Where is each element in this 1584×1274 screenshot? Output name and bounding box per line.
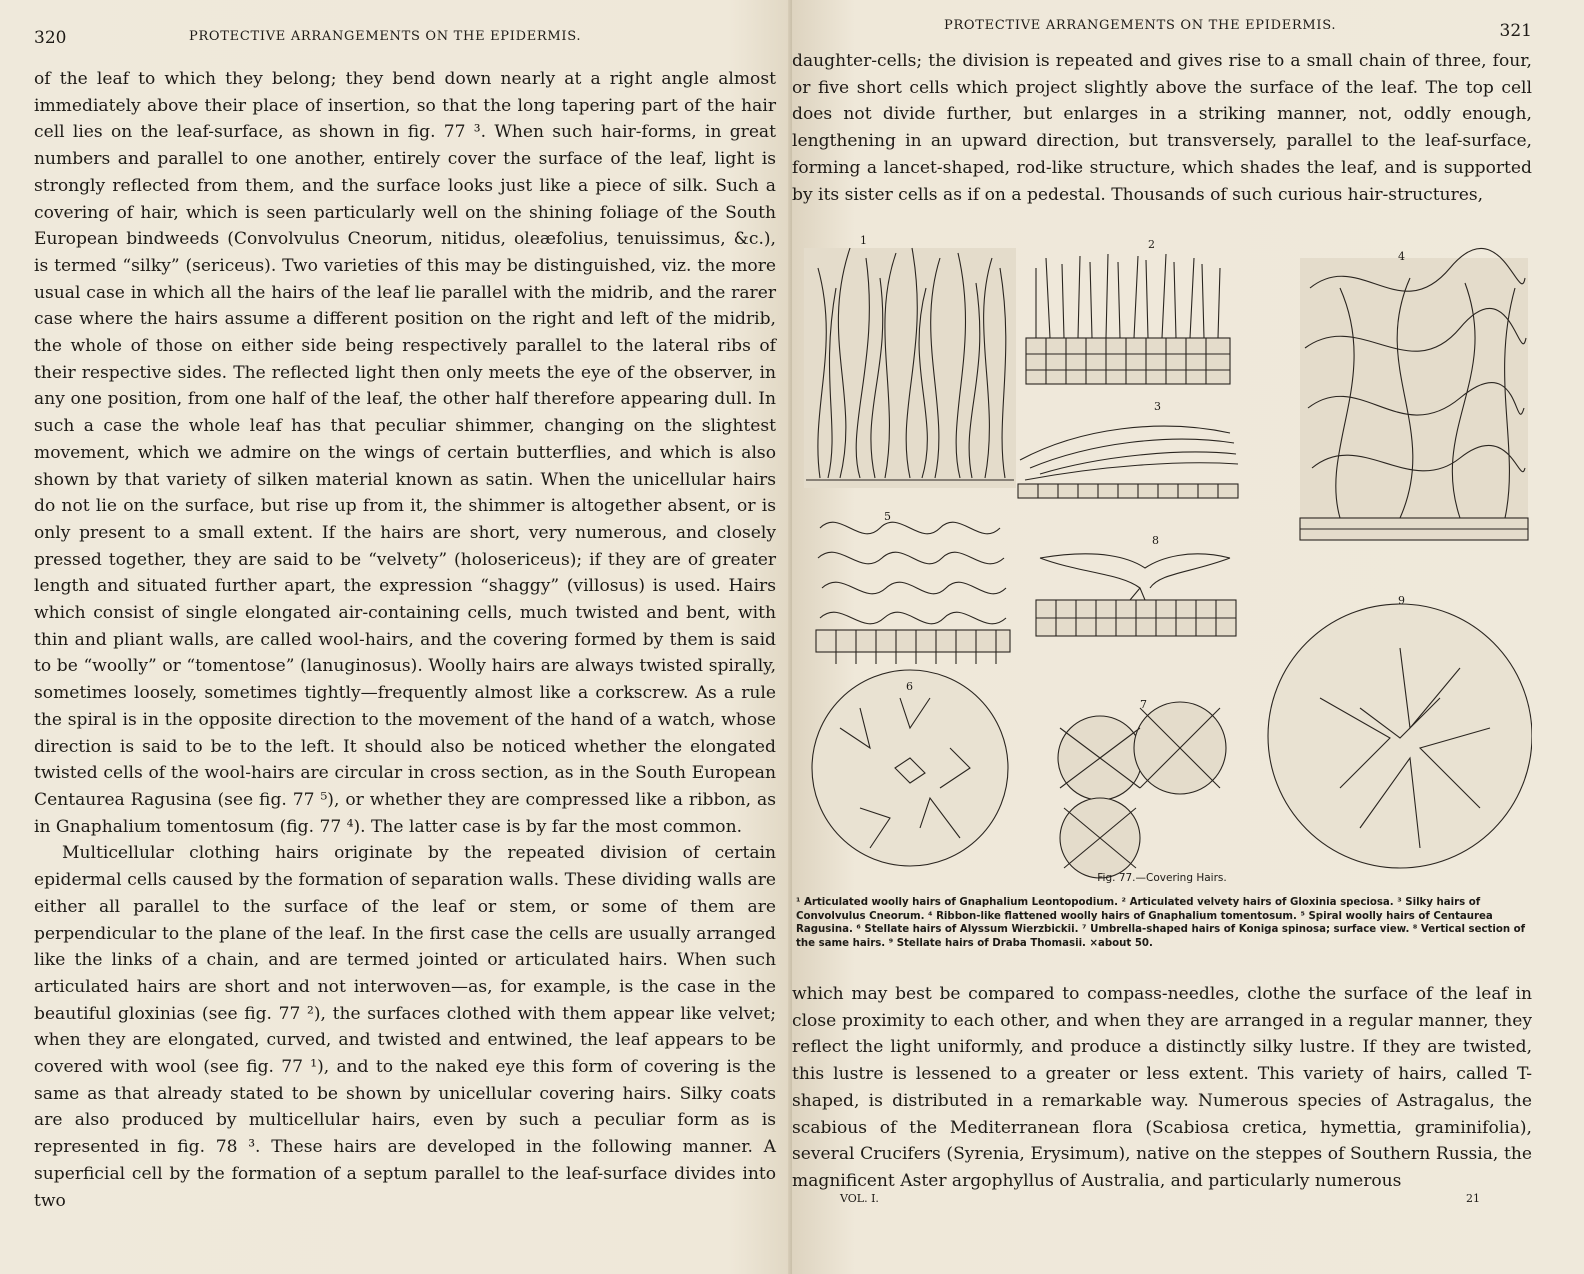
left-body-text: [34, 66, 776, 1214]
figure-6-stellate-hairs: [812, 670, 1008, 866]
figure-2-velvety-hairs: [1026, 254, 1230, 384]
figure-label-5: 5: [884, 510, 891, 523]
figure-label-7: 7: [1140, 698, 1147, 711]
figure-1-woolly-hairs: [804, 248, 1016, 488]
figure-77-covering-hairs: [800, 228, 1532, 892]
left-paragraph-2: [34, 840, 776, 1214]
figure-label-3: 3: [1154, 400, 1161, 413]
figure-label-6: 6: [906, 680, 913, 693]
figure-title: Fig. 77.—Covering Hairs.: [1097, 872, 1227, 884]
figure-8-umbrella-section: [1036, 554, 1236, 636]
right-body-text-bottom: [792, 981, 1532, 1195]
hair-illustrations: [800, 228, 1532, 892]
figure-3-silky-hairs: [1018, 426, 1238, 498]
left-paragraph-1: of the leaf to which they belong; they bend down nearly at a right angle almost immediately above their place of insertion, so that the long tapering part of the hair cell lies on the leaf-surface, as shown in fig. 77 ³. When such hair-forms, in great numbers and parallel to one another, entirely cover the surface of the leaf, light is strongly reflected from them, and the surface looks just like a piece of silk. Such a covering of hair, which is seen particularly well on the shining foliage of the South European bindweeds (Convolvulus Cneorum, nitidus, oleæfolius, tenuissimus, &c.), is termed “silky” (sericeus). Two varieties of this may be distinguished, viz. the more usual case in which all the hairs of the leaf lie parallel with the midrib, and the rarer case where the hairs assume a different position on the right and left of the midrib, the whole of those on either side being respectively parallel to the lateral ribs of their respective sides. The reflected light then only meets the eye of the observer, in any one position, from one half of the leaf, the other half therefore appearing dull. In such a case the whole leaf has that peculiar shimmer, changing on the slightest movement, which we admire on the wings of certain butterflies, and which is also shown by that variety of silken material known as satin. When the unicellular hairs do not lie on the surface, but rise up from it, the shimmer is altogether absent, or is only present to a small extent. If the hairs are short, very numerous, and closely pressed together, they are said to be “velvety” (holosericeus); if they are of greater length and situated further apart, the expression “shaggy” (villosus) is used. Hairs which consist of single elongated air-containing cells, much twisted and bent, with thin and pliant walls, are called wool-hairs, and the covering formed by them is said to be “woolly” or “tomentose” (lanuginosus). Woolly hairs are always twisted spirally, sometimes loosely, sometimes tightly—frequently almost like a corkscrew. As a rule the spiral is in the opposite direction to the movement of the hand of a watch, whose direction is said to be to the left. It should also be noticed whether the elongated twisted cells of the wool-hairs are circular in cross section, as in the South European Centaurea Ragusina (see fig. 77 ⁵), or whether they are compressed like a ribbon, as in Gnaphalium tomentosum (fig. 77 ⁴). The latter case is by far the most common.: [34, 69, 776, 837]
page-footer: [840, 1192, 1480, 1205]
right-paragraph-top: daughter-cells; the division is repeated and gives rise to a small chain of three, four, or five short cells which project slightly above the surface of the leaf. The top cell does not divide further, but enlarges in a striking manner, not, oddly enough, lengthening in an upward direction, but transversely, parallel to the leaf-surface, forming a lancet-shaped, rod-like structure, which shades the leaf, and is supported by its sister cells as if on a pedestal. Thousands of such curious hair-structures,: [792, 51, 1532, 205]
left-paragraph-2-text: Multicellular clothing hairs originate by the repeated division of certain epidermal cells caused by the formation of separation walls. These dividing walls are either all parallel to the surface of the leaf or stem, or some of them are perpendicular to the plane of the leaf. In the first case the cells are usually arranged like the links of a chain, and are termed jointed or articulated hairs. When such articulated hairs are short and not interwoven—as, for example, is the case in the beautiful gloxinias (see fig. 77 ²), the surfaces clothed with them appear like velvet; when they are elongated, curved, and twisted and entwined, the leaf appears to be covered with wool (see fig. 77 ¹), and to the naked eye this form of covering is the same as that already stated to be shown by unicellular covering hairs. Silky coats are also produced by multicellular hairs, even by such a peculiar form as is represented in fig. 78 ³. These hairs are developed in the following manner. A superficial cell by the formation of a septum parallel to the leaf-surface divides into two: [34, 843, 776, 1211]
figure-caption: ¹ Articulated woolly hairs of Gnaphalium Leontopodium. ² Articulated velvety hairs of Gloxinia speciosa. ³ Silky hairs of Convolvulus Cneorum. ⁴ Ribbon-like flattened woolly hairs of Gnaphalium tomentosum. ⁵ Spiral woolly hairs of Centaurea Ragusina. ⁶ Stellate hairs of Alyssum Wierzbickii. ⁷ Umbrella-shaped hairs of Koniga spinosa; surface view. ⁸ Vertical section of the same hairs. ⁹ Stellate hairs of Draba Thomasii. ×about 50.: [796, 897, 1526, 949]
right-page: [792, 0, 1584, 1274]
left-running-title: PROTECTIVE ARRANGEMENTS ON THE EPIDERMIS.: [189, 29, 582, 44]
volume-mark: VOL. I.: [840, 1192, 879, 1205]
figure-label-9: 9: [1398, 594, 1405, 607]
left-page-number: 320: [34, 28, 67, 48]
figure-label-8: 8: [1152, 534, 1159, 547]
figure-4-ribbon-hairs: [1300, 248, 1528, 540]
figure-label-4: 4: [1398, 250, 1405, 263]
right-running-head: [792, 10, 1532, 40]
right-page-number: 321: [1499, 21, 1532, 41]
signature-mark: 21: [1466, 1192, 1480, 1205]
figure-label-2: 2: [1148, 238, 1155, 251]
figure-5-spiral-hairs: [816, 522, 1010, 664]
figure-9-stellate-hairs: [1268, 604, 1532, 868]
left-running-head: [34, 22, 778, 52]
figure-7-umbrella-surface: [1058, 702, 1226, 878]
right-paragraph-bottom: which may best be compared to compass-needles, clothe the surface of the leaf in close proximity to each other, and when they are arranged in a regular manner, they reflect the light uniformly, and produce a distinctly silky lustre. If they are twisted, this lustre is lessened to a greater or less extent. This variety of hairs, called T-shaped, is distributed in a remarkable way. Numerous species of Astragalus, the scabious of the Mediterranean flora (Scabiosa cretica, hymettia, graminifolia), several Crucifers (Syrenia, Erysimum), native on the steppes of Southern Russia, the magnificent Aster argophyllus of Australia, and particularly numerous: [792, 984, 1532, 1191]
right-body-text-top: [792, 48, 1532, 208]
right-running-title: PROTECTIVE ARRANGEMENTS ON THE EPIDERMIS.: [944, 18, 1337, 33]
figure-label-1: 1: [860, 234, 867, 247]
